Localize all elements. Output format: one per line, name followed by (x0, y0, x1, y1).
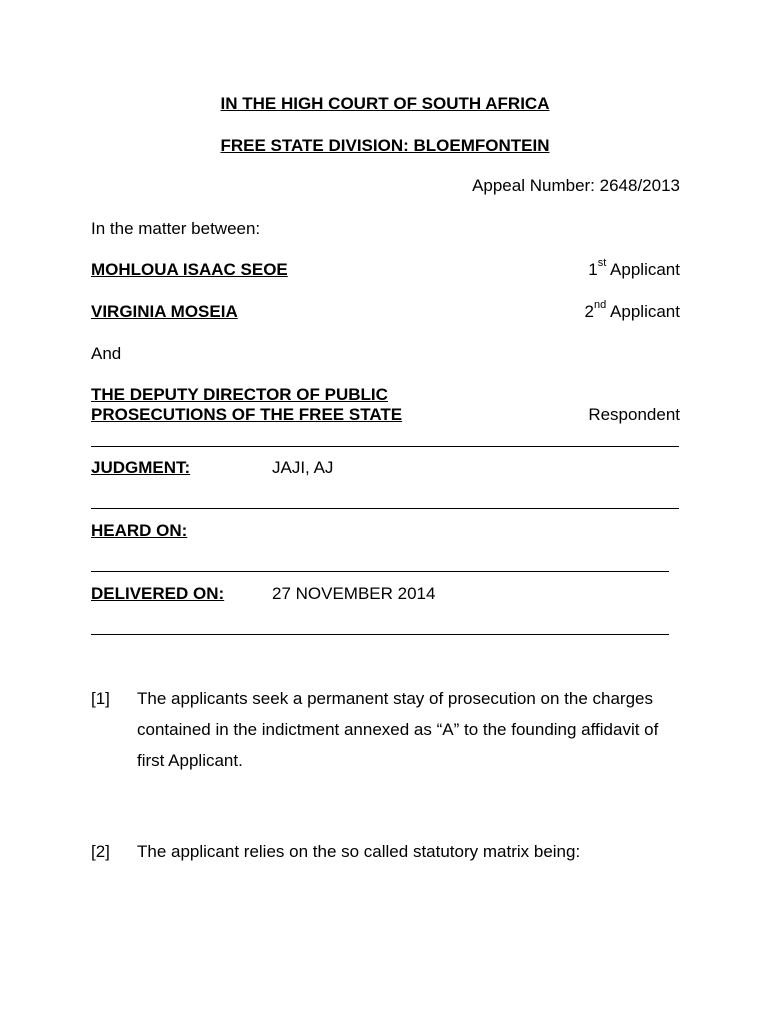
applicant2-role (584, 299, 680, 322)
paragraph-number: [1] (91, 689, 110, 708)
applicant1-ordinal: 1 (588, 260, 598, 279)
applicant2-ordinal: 2 (584, 302, 595, 321)
respondent-name-line1: THE DEPUTY DIRECTOR OF PUBLIC (91, 385, 388, 404)
paragraph-text: The applicants seek a permanent stay of prosecution on the charges contained in the indictment annexed as “A” to the founding affidavit of first Applicant. (137, 689, 659, 770)
applicant2-ordinal-suffix: nd (594, 299, 607, 312)
applicant1-role (588, 257, 680, 280)
applicant1-name: MOHLOUA ISAAC SEOE (91, 260, 288, 279)
court-title: IN THE HIGH COURT OF SOUTH AFRICA (220, 94, 550, 113)
divider-rule (91, 508, 679, 509)
respondent-role: Respondent (588, 405, 680, 424)
appeal-number: Appeal Number: 2648/2013 (472, 176, 680, 195)
divider-rule (91, 634, 669, 635)
delivered-on-label: DELIVERED ON: (91, 584, 225, 603)
matter-intro: In the matter between: (91, 219, 261, 238)
judgment-value: JAJI, AJ (272, 458, 334, 477)
paragraph-text: The applicant relies on the so called statutory matrix being: (137, 842, 581, 861)
judgment-label: JUDGMENT: (91, 458, 191, 477)
applicant2-role-label: Applicant (606, 302, 680, 321)
divider-rule (91, 446, 679, 447)
respondent-name-line2: PROSECUTIONS OF THE FREE STATE (91, 405, 403, 424)
and-label: And (91, 344, 122, 363)
heard-on-label: HEARD ON: (91, 521, 188, 540)
division-title: FREE STATE DIVISION: BLOEMFONTEIN (220, 136, 550, 155)
delivered-on-value: 27 NOVEMBER 2014 (272, 584, 436, 603)
paragraph-number: [2] (91, 842, 110, 861)
applicant2-name: VIRGINIA MOSEIA (91, 302, 238, 321)
divider-rule (91, 571, 669, 572)
applicant1-ordinal-suffix: st (597, 257, 607, 270)
applicant1-role-label: Applicant (606, 260, 680, 279)
